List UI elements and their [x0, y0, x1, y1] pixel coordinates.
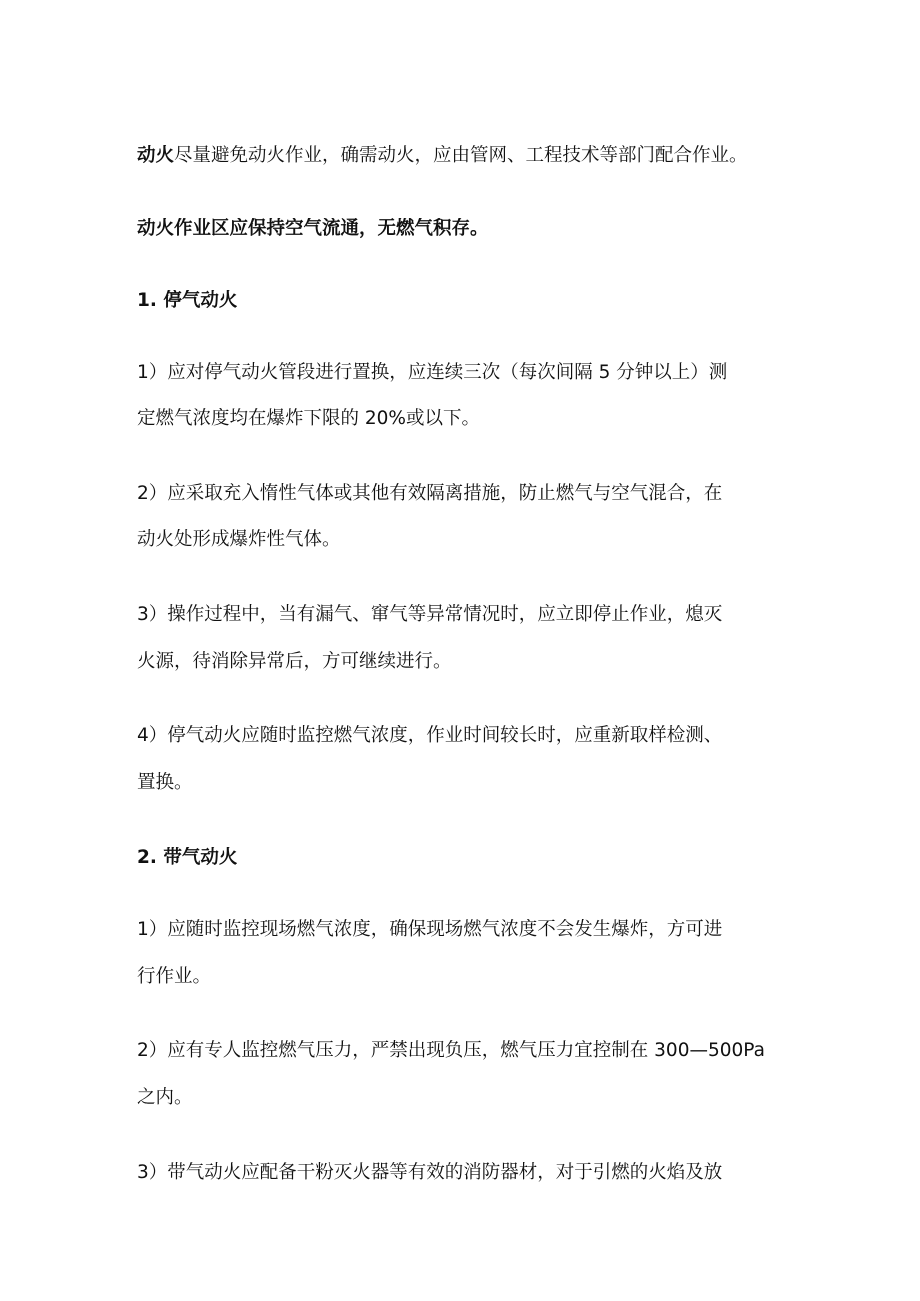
paragraph-body-text: 尽量避免动火作业，确需动火，应由管网、工程技术等部门配合作业。 [174, 145, 748, 166]
list-item-line: 之内。 [137, 1087, 193, 1108]
list-item-line: 2）应采取充入惰性气体或其他有效隔离措施，防止燃气与空气混合，在 [137, 483, 723, 504]
list-item-line: 3）操作过程中，当有漏气、窜气等异常情况时，应立即停止作业，熄灭 [137, 604, 723, 625]
list-item-line: 置换。 [137, 772, 193, 793]
section-heading-gas-on: 2. 带气动火 [137, 847, 238, 868]
list-item-line: 3）带气动火应配备干粉灭火器等有效的消防器材，对于引燃的火焰及放 [137, 1162, 723, 1183]
list-item-line: 行作业。 [137, 966, 212, 987]
list-item-line: 动火处形成爆炸性气体。 [137, 529, 341, 550]
paragraph-ventilation: 动火作业区应保持空气流通，无燃气积存。 [137, 218, 489, 239]
paragraph-lead-term: 动火 [137, 145, 175, 166]
list-item-line: 4）停气动火应随时监控燃气浓度，作业时间较长时，应重新取样检测、 [137, 725, 723, 746]
paragraph-fire-work-general [137, 145, 797, 167]
list-item-line: 2）应有专人监控燃气压力，严禁出现负压，燃气压力宜控制在 300—500Pa [137, 1040, 765, 1061]
list-item-line: 1）应随时监控现场燃气浓度，确保现场燃气浓度不会发生爆炸，方可进 [137, 919, 723, 940]
section-heading-gas-off: 1. 停气动火 [137, 290, 238, 311]
list-item-line: 火源，待消除异常后，方可继续进行。 [137, 651, 452, 672]
list-item-line: 定燃气浓度均在爆炸下限的 20%或以下。 [137, 408, 481, 429]
list-item-line: 1）应对停气动火管段进行置换，应连续三次（每次间隔 5 分钟以上）测 [137, 362, 728, 383]
